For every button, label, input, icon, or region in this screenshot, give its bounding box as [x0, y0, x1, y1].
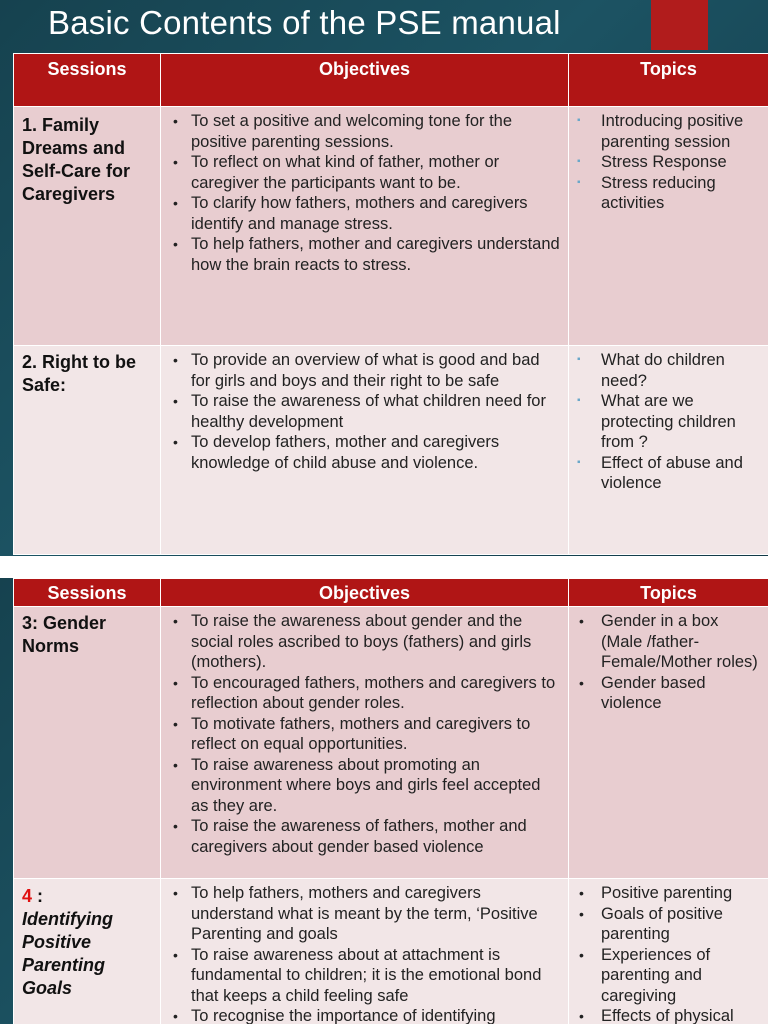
objectives-list: [167, 350, 562, 473]
header-objectives: Objectives: [161, 579, 569, 607]
objective-item: • To provide an overview of what is good and bad for girls and boys and their right to be safe: [167, 350, 562, 391]
topic-item: ▪ What are we protecting children from ?: [575, 391, 762, 453]
sessions-table-1: [13, 53, 768, 555]
objectives-list: [167, 111, 562, 275]
objective-item: • To develop fathers, mother and caregivers knowledge of child abuse and violence.: [167, 432, 562, 473]
topic-item: ▪ What do children need?: [575, 350, 762, 391]
topic-item: • Goals of positive parenting: [575, 904, 762, 945]
header-objectives: Objectives: [161, 54, 569, 107]
objectives-cell: [161, 879, 569, 1024]
topic-item: ▪ Introducing positive parenting session: [575, 111, 762, 152]
topic-item: • Experiences of parenting and caregiving: [575, 945, 762, 1007]
session-separator: :: [32, 886, 44, 906]
objective-item: • To reflect on what kind of father, mother or caregiver the participants want to be.: [167, 152, 562, 193]
header-topics: Topics: [569, 54, 768, 107]
topics-list: [575, 111, 762, 214]
session-name: Identifying Positive Parenting Goals: [22, 909, 113, 998]
slide-title: Basic Contents of the PSE manual: [48, 4, 561, 41]
table-row: [14, 607, 768, 879]
objective-item: • To encouraged fathers, mothers and caregivers to reflection about gender roles.: [167, 673, 562, 714]
topics-cell: [569, 879, 768, 1024]
objectives-cell: [161, 346, 569, 555]
objectives-list: [167, 611, 562, 857]
session-cell: 2. Right to be Safe:: [14, 346, 161, 555]
objective-item: • To raise the awareness of what children need for healthy development: [167, 391, 562, 432]
objective-item: • To help fathers, mother and caregivers understand how the brain reacts to stress.: [167, 234, 562, 275]
header-sessions: Sessions: [14, 54, 161, 107]
table-row: [14, 346, 768, 555]
objective-item: • To raise awareness about at attachment is fundamental to children; it is the emotional bond that keeps a child feeling safe: [167, 945, 562, 1007]
session-cell: 1. Family Dreams and Self-Care for Caregivers: [14, 107, 161, 346]
topic-item: ▪ Stress reducing activities: [575, 173, 762, 214]
objectives-list: [167, 883, 562, 1024]
table-header-row: [14, 54, 768, 107]
topics-list: [575, 883, 762, 1024]
session-cell: 3: Gender Norms: [14, 607, 161, 879]
topics-cell: [569, 346, 768, 555]
topic-item: • Positive parenting: [575, 883, 762, 904]
sessions-table-2: [13, 578, 768, 1024]
table-row: [14, 879, 768, 1024]
header-topics: Topics: [569, 579, 768, 607]
topics-list: [575, 611, 762, 714]
objective-item: • To raise the awareness of fathers, mother and caregivers about gender based violence: [167, 816, 562, 857]
session-number: 4: [22, 886, 33, 906]
objectives-cell: [161, 107, 569, 346]
objectives-cell: [161, 607, 569, 879]
topic-item: • Gender in a box (Male /father-Female/Mother roles): [575, 611, 762, 673]
objective-item: • To recognise the importance of identifying: [167, 1006, 562, 1024]
topics-list: [575, 350, 762, 494]
red-accent-block: [651, 0, 708, 50]
topic-item: • Gender based violence: [575, 673, 762, 714]
objective-item: • To raise the awareness about gender and the social roles ascribed to boys (fathers) and girls (mothers).: [167, 611, 562, 673]
objective-item: • To motivate fathers, mothers and caregivers to reflect on equal opportunities.: [167, 714, 562, 755]
objective-item: • To help fathers, mothers and caregivers understand what is meant by the term, ‘Positive Parenting and goals: [167, 883, 562, 945]
topics-cell: [569, 107, 768, 346]
header-sessions: Sessions: [14, 579, 161, 607]
slide-2: [0, 578, 768, 1024]
topic-item: • Effects of physical: [575, 1006, 762, 1024]
objective-item: • To clarify how fathers, mothers and caregivers identify and manage stress.: [167, 193, 562, 234]
topic-item: ▪ Effect of abuse and violence: [575, 453, 762, 494]
session-cell: [14, 879, 161, 1024]
objective-item: • To set a positive and welcoming tone for the positive parenting sessions.: [167, 111, 562, 152]
table-row: [14, 107, 768, 346]
topics-cell: [569, 607, 768, 879]
objective-item: • To raise awareness about promoting an environment where boys and girls feel accepted as they are.: [167, 755, 562, 817]
topic-item: ▪ Stress Response: [575, 152, 762, 173]
table-header-row: [14, 579, 768, 607]
